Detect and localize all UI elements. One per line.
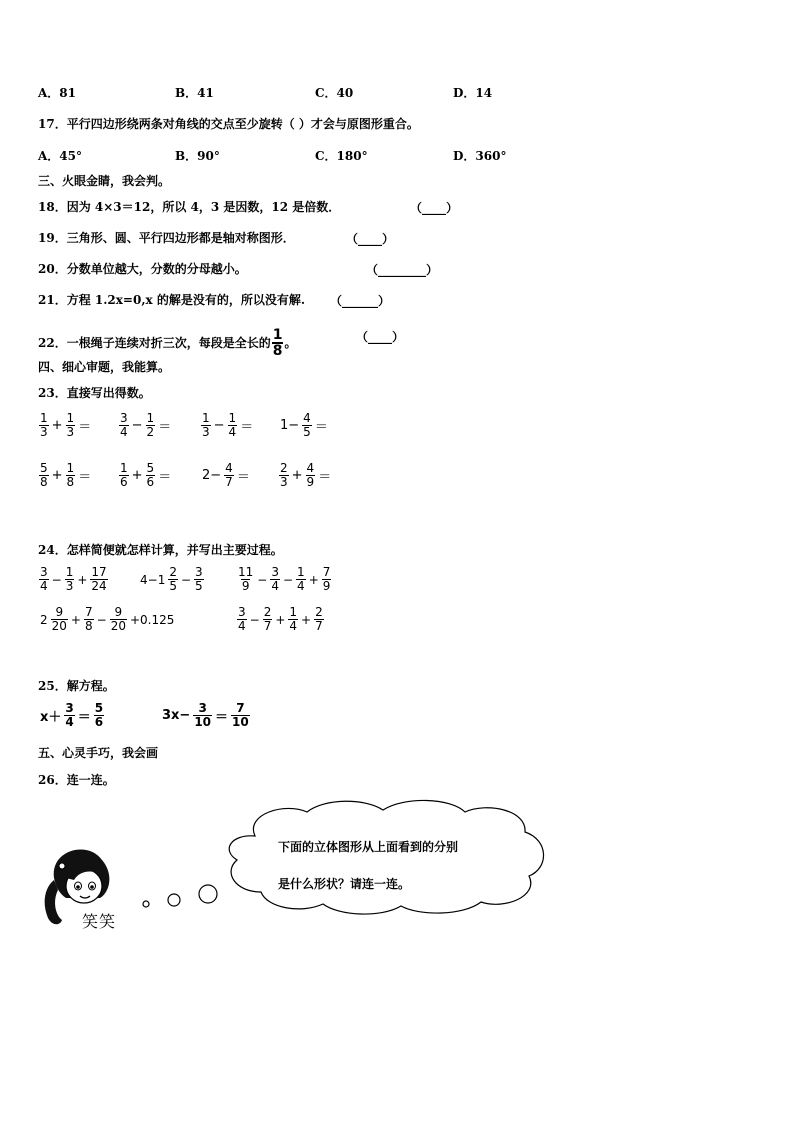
fraction-numerator: 4 — [225, 461, 233, 475]
fraction-numerator: 1 — [297, 565, 305, 579]
fraction-numerator: 7 — [236, 701, 245, 715]
expression-operator: + — [308, 572, 319, 587]
fraction-denominator: 3 — [66, 425, 75, 439]
q18-text: 18．因为 4×3＝12，所以 4，3 是因数，12 是倍数． — [38, 200, 341, 214]
q22-fraction — [272, 328, 284, 358]
fraction-numerator: 11 — [238, 565, 254, 579]
fraction-numerator: 1 — [202, 411, 210, 425]
fraction-numerator: 4 — [306, 461, 315, 475]
fraction-denominator: 8 — [84, 619, 93, 633]
fraction — [39, 566, 49, 593]
q24-expression — [38, 566, 109, 593]
fraction-numerator: 2 — [280, 461, 288, 475]
expression-operator: + — [51, 468, 63, 483]
fraction-denominator: 8 — [66, 475, 75, 489]
fraction — [231, 702, 250, 729]
fraction — [314, 606, 324, 633]
fraction — [146, 462, 156, 489]
fraction-numerator: 3 — [198, 701, 207, 715]
q22-tail: 。 — [284, 336, 297, 350]
q23-expression — [118, 412, 173, 439]
expression-operator: 4−1 — [140, 572, 166, 587]
girl-caption: 笑笑 — [82, 912, 117, 931]
fraction-denominator: 7 — [315, 619, 323, 633]
expression-operator: + — [301, 612, 312, 627]
expression-operator: + — [275, 612, 286, 627]
fraction-denominator: 4 — [228, 425, 237, 439]
q22-line — [38, 328, 296, 358]
fraction-numerator: 9 — [114, 605, 123, 619]
expression-operator: 1− — [280, 418, 300, 433]
q21-answer-blank[interactable]: （______） — [330, 294, 391, 308]
q21-text: 21．方程 1.2x=0,x 的解是没有的，所以没有解. — [38, 293, 306, 307]
fraction-numerator: 1 — [146, 411, 155, 425]
fraction-denominator: 9 — [322, 579, 331, 593]
expression-operator: 2 — [40, 612, 48, 627]
thought-dots — [138, 882, 222, 912]
fraction — [66, 462, 76, 489]
bubble-line-2: 是什么形状？请连一连。 — [278, 877, 411, 891]
q26-text: 26．连一连。 — [38, 773, 115, 787]
expression-operator: ＝ — [314, 420, 328, 435]
q23-expression — [38, 412, 93, 439]
q23-expression — [38, 462, 93, 489]
fraction-denominator: 4 — [238, 619, 246, 633]
q23-text: 23．直接写出得数。 — [38, 386, 151, 400]
q20-text: 20．分数单位越大，分数的分母越小。 — [38, 262, 247, 276]
fraction-numerator: 5 — [94, 701, 104, 715]
expression-operator: ＝ — [318, 470, 332, 485]
fraction-denominator: 9 — [241, 579, 250, 593]
fraction-numerator: 3 — [271, 565, 279, 579]
q24-text: 24．怎样简便就怎样计算，并写出主要过程。 — [38, 543, 283, 557]
fraction-numerator: 7 — [84, 605, 93, 619]
fraction-denominator: 9 — [306, 475, 315, 489]
fraction — [237, 566, 254, 593]
expression-operator: − — [213, 418, 225, 433]
expression-operator: ＝ — [158, 420, 172, 435]
fraction — [270, 566, 280, 593]
fraction-denominator: 6 — [94, 715, 104, 729]
fraction-numerator: 17 — [91, 565, 107, 579]
fraction-denominator: 8 — [40, 475, 48, 489]
q23-expression — [200, 462, 252, 489]
fraction-numerator: 3 — [120, 411, 128, 425]
fraction-numerator: 1 — [40, 411, 48, 425]
q22-fraction-numerator: 1 — [272, 327, 283, 343]
q24-expression — [236, 606, 325, 633]
fraction-numerator: 7 — [322, 565, 331, 579]
fraction — [224, 462, 234, 489]
q22-text: 22．一根绳子连续对折三次，每段是全长的 — [38, 336, 271, 350]
fraction-numerator: 9 — [55, 605, 64, 619]
expression-operator: 3x− — [162, 708, 191, 723]
fraction — [110, 606, 127, 633]
q16-option-a: A．81 — [38, 86, 77, 100]
expression-operator: ＝ — [77, 710, 91, 725]
fraction-denominator: 3 — [280, 475, 288, 489]
fraction-numerator: 3 — [40, 565, 48, 579]
fraction — [228, 412, 238, 439]
q25-expression — [38, 702, 105, 729]
fraction-numerator: 1 — [289, 605, 298, 619]
fraction-numerator: 3 — [65, 701, 74, 715]
q19-answer-blank[interactable]: （____） — [346, 232, 395, 246]
fraction — [288, 606, 298, 633]
fraction-numerator: 2 — [315, 605, 323, 619]
expression-operator: + — [77, 572, 88, 587]
fraction-denominator: 5 — [169, 579, 177, 593]
expression-operator: ＝ — [158, 470, 172, 485]
q16-option-d: D．14 — [453, 86, 493, 100]
q17-option-c: C．180° — [315, 149, 368, 163]
expression-operator: + — [291, 468, 303, 483]
expression-operator: ＝ — [215, 710, 229, 725]
fraction-denominator: 3 — [40, 425, 48, 439]
expression-operator: − — [131, 418, 143, 433]
fraction-numerator: 1 — [65, 565, 74, 579]
fraction-denominator: 4 — [120, 425, 128, 439]
expression-operator: + — [70, 612, 81, 627]
fraction-denominator: 4 — [65, 715, 74, 729]
fraction — [194, 566, 204, 593]
fraction — [84, 606, 94, 633]
thought-cloud — [215, 796, 555, 918]
expression-operator: − — [51, 572, 62, 587]
fraction — [39, 412, 49, 439]
fraction — [322, 566, 332, 593]
fraction — [193, 702, 212, 729]
fraction-denominator: 10 — [194, 715, 212, 729]
q23-expression — [118, 462, 173, 489]
fraction — [296, 566, 306, 593]
q16-option-b: B．41 — [175, 86, 214, 100]
expression-operator: − — [257, 572, 268, 587]
fraction — [119, 412, 129, 439]
fraction-denominator: 6 — [120, 475, 128, 489]
fraction — [146, 412, 156, 439]
fraction-denominator: 20 — [51, 619, 67, 633]
fraction — [302, 412, 312, 439]
q23-expression — [278, 462, 333, 489]
fraction — [119, 462, 129, 489]
q16-option-c: C．40 — [315, 86, 354, 100]
expression-operator: − — [282, 572, 294, 587]
fraction — [65, 566, 75, 593]
q17-option-b: B．90° — [175, 149, 220, 163]
expression-operator: + — [131, 468, 143, 483]
fraction — [94, 702, 104, 729]
expression-operator: +0.125 — [129, 612, 175, 627]
fraction-denominator: 4 — [40, 579, 48, 593]
q19-text: 19．三角形、圆、平行四边形都是轴对称图形． — [38, 231, 295, 245]
fraction-denominator: 6 — [146, 475, 155, 489]
fraction-numerator: 2 — [169, 565, 177, 579]
expression-operator: ＝ — [78, 470, 92, 485]
bubble-line-1: 下面的立体图形从上面看到的分别 — [278, 840, 459, 854]
expression-operator: ＝ — [236, 470, 250, 485]
expression-operator: ＝ — [78, 420, 92, 435]
expression-operator: − — [249, 612, 260, 627]
fraction-denominator: 5 — [195, 579, 203, 593]
fraction-numerator: 3 — [195, 565, 203, 579]
fraction-numerator: 1 — [120, 461, 128, 475]
fraction-denominator: 10 — [232, 715, 249, 729]
q25-text: 25．解方程。 — [38, 679, 115, 693]
fraction-numerator: 5 — [146, 461, 155, 475]
q20-answer-blank[interactable]: （________） — [366, 263, 439, 277]
fraction-denominator: 3 — [202, 425, 210, 439]
fraction — [90, 566, 107, 593]
fraction — [201, 412, 211, 439]
fraction-denominator: 20 — [110, 619, 126, 633]
fraction — [168, 566, 178, 593]
fraction-denominator: 5 — [303, 425, 311, 439]
q17-text: 17．平行四边形绕两条对角线的交点至少旋转（ ）才会与原图形重合。 — [38, 117, 419, 131]
fraction-numerator: 1 — [228, 411, 237, 425]
fraction-numerator: 3 — [238, 605, 246, 619]
fraction — [306, 462, 316, 489]
fraction-denominator: 3 — [65, 579, 74, 593]
expression-operator: + — [51, 418, 63, 433]
fraction — [51, 606, 68, 633]
expression-operator: ＝ — [240, 420, 254, 435]
fraction-numerator: 1 — [66, 461, 75, 475]
q24-expression — [38, 606, 176, 633]
expression-operator: − — [96, 612, 107, 627]
fraction — [279, 462, 289, 489]
section-4-heading: 四、细心审题，我能算。 — [38, 360, 171, 374]
fraction — [263, 606, 273, 633]
section-3-heading: 三、火眼金睛，我会判。 — [38, 174, 171, 188]
q18-answer-blank[interactable]: （____） — [410, 201, 459, 215]
fraction — [237, 606, 247, 633]
q23-expression — [200, 412, 255, 439]
fraction-denominator: 4 — [271, 579, 279, 593]
expression-operator: x＋ — [40, 710, 62, 725]
fraction-denominator: 4 — [289, 619, 298, 633]
section-5-heading: 五、心灵手巧，我会画 — [38, 746, 159, 760]
fraction — [39, 462, 49, 489]
fraction-numerator: 5 — [40, 461, 48, 475]
fraction-denominator: 7 — [263, 619, 272, 633]
q22-answer-blank[interactable]: （____） — [356, 330, 405, 344]
q17-option-a: A．45° — [38, 149, 83, 163]
fraction-numerator: 4 — [303, 411, 311, 425]
expression-operator: − — [180, 572, 192, 587]
fraction-denominator: 4 — [297, 579, 305, 593]
fraction-numerator: 2 — [263, 605, 272, 619]
fraction-numerator: 1 — [66, 411, 75, 425]
fraction — [64, 702, 74, 729]
q24-expression — [138, 566, 205, 593]
q22-fraction-denominator: 8 — [272, 343, 283, 359]
fraction-denominator: 7 — [225, 475, 233, 489]
fraction-denominator: 24 — [91, 579, 107, 593]
q24-expression — [236, 566, 332, 593]
q23-expression — [278, 412, 330, 439]
expression-operator: 2− — [202, 468, 222, 483]
fraction — [66, 412, 76, 439]
q25-expression — [160, 702, 251, 729]
fraction-denominator: 2 — [146, 425, 155, 439]
q17-option-d: D．360° — [453, 149, 507, 163]
